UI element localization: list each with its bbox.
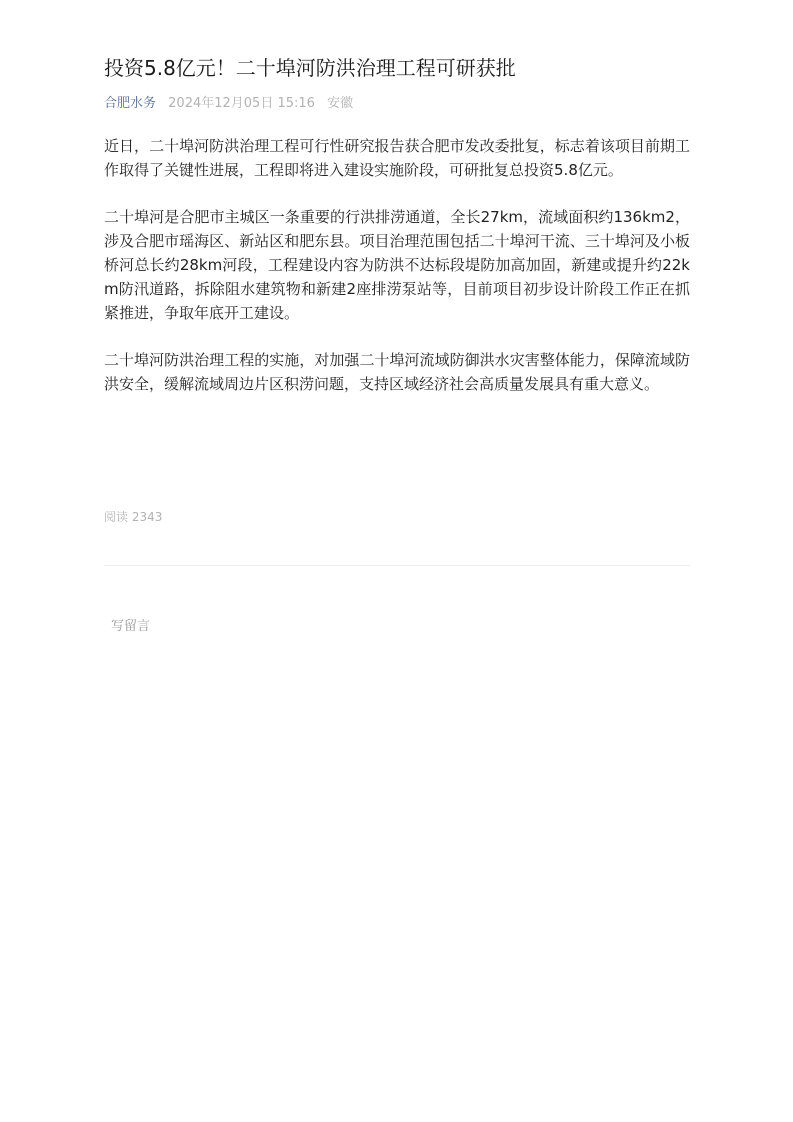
- article-paragraph: 近日，二十埠河防洪治理工程可行性研究报告获合肥市发改委批复，标志着该项目前期工作取得了关键性进展，工程即将进入建设实施阶段，可研批复总投资5.8亿元。: [104, 137, 690, 179]
- write-comment-link[interactable]: 写留言: [111, 619, 151, 634]
- article-paragraph: 二十埠河防洪治理工程的实施，对加强二十埠河流域防御洪水灾害整体能力，保障流域防洪安全，缓解流域周边片区积涝问题，支持区域经济社会高质量发展具有重大意义。: [104, 351, 690, 393]
- read-count: [104, 508, 162, 526]
- article-title: 投资5.8亿元！二十埠河防洪治理工程可研获批: [104, 56, 516, 80]
- article-meta: [104, 94, 690, 114]
- article: [104, 52, 690, 419]
- read-count-label: 阅读: [104, 510, 129, 524]
- article-body: [104, 134, 690, 396]
- article-paragraph: 二十埠河是合肥市主城区一条重要的行洪排涝通道，全长27km，流域面积约136km2，涉及合肥市瑶海区、新站区和肥东县。项目治理范围包括二十埠河干流、三十埠河及小板桥河总长约28km河段，工程建设内容为防洪不达标段堤防加高加固，新建或提升约22km防汛道路，拆除阻水建筑物和新建2座排涝泵站等，目前项目初步设计阶段工作正在抓紧推进，争取年底开工建设。: [104, 208, 690, 322]
- publish-date: 2024年12月05日 15:16: [168, 96, 315, 111]
- publish-region: 安徽: [327, 96, 354, 111]
- footer-divider: [104, 565, 690, 566]
- read-count-value: 2343: [131, 510, 163, 524]
- account-name-link[interactable]: 合肥水务: [104, 96, 157, 111]
